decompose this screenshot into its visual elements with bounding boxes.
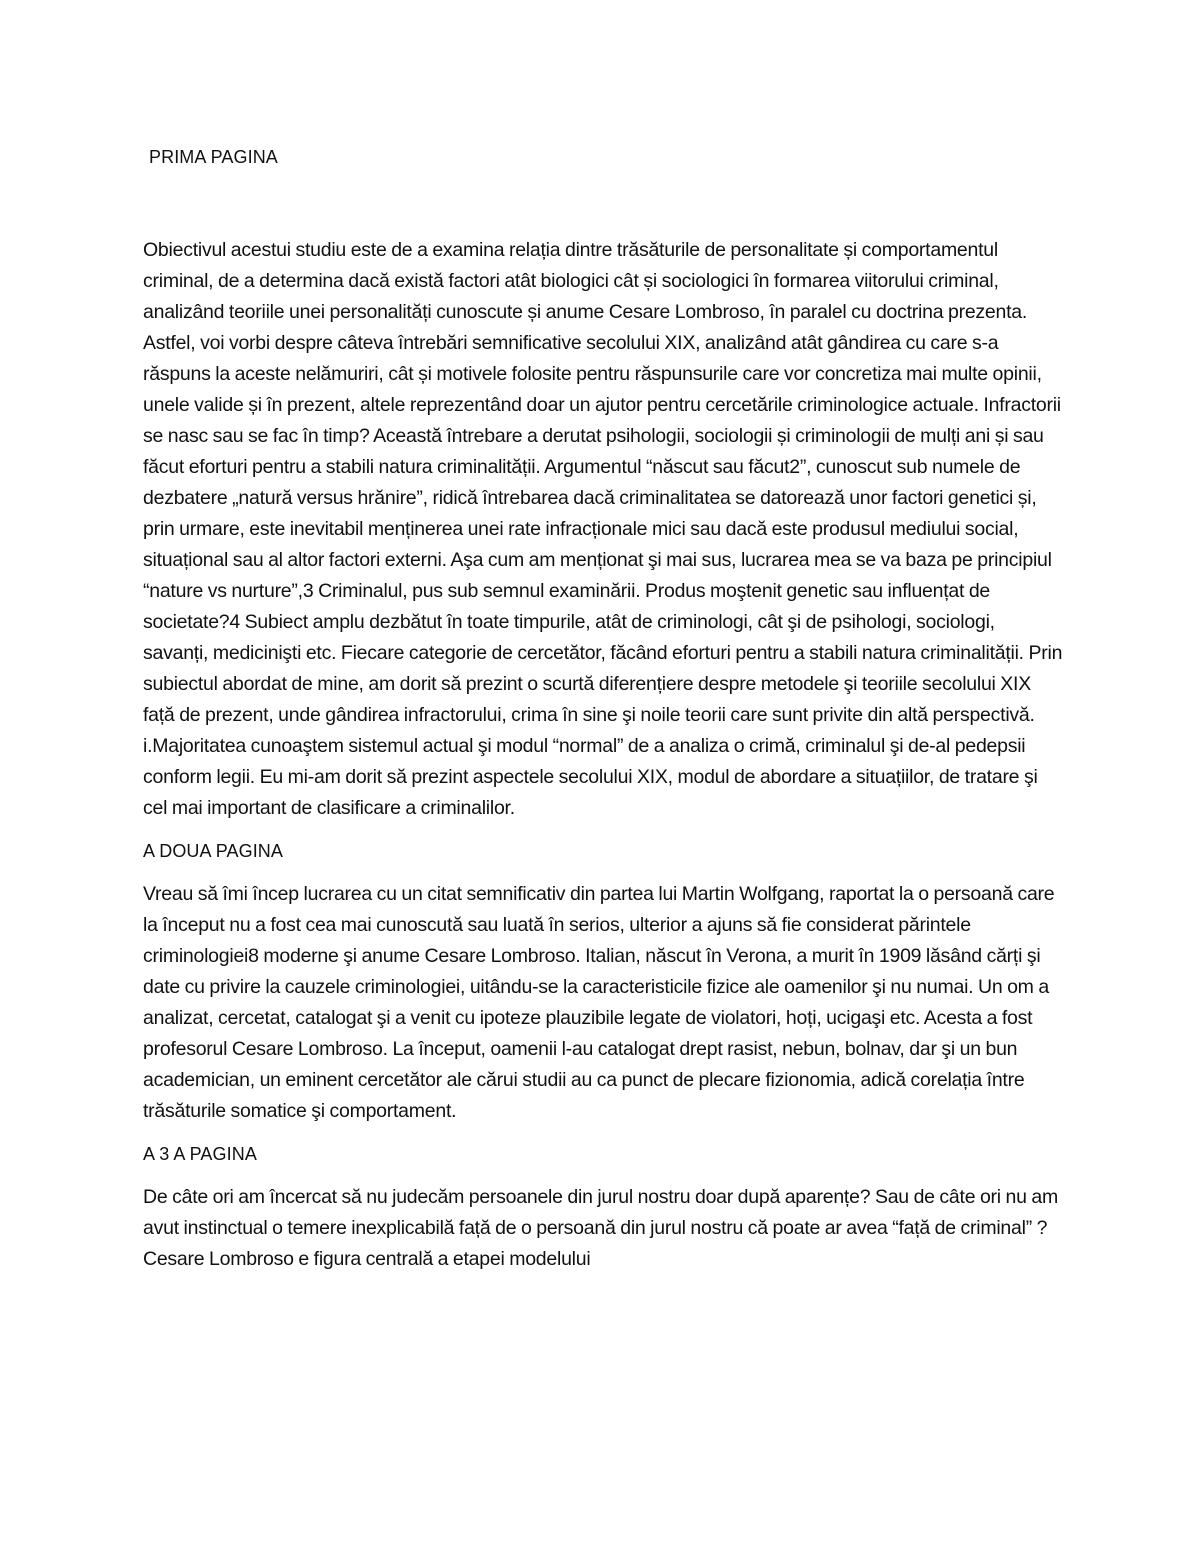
section-paragraph-1: Obiectivul acestui studiu este de a examina relația dintre trăsăturile de personalitate și comportamentul criminal, de a determina dacă există factori atât biologici cât și sociologici în formarea viitorului criminal, analizând teoriile unei personalități cunoscute și anume Cesare Lombroso, în paralel cu doctrina prezenta. Astfel, voi vorbi despre câteva întrebări semnificative secolului XIX, analizând atât gândirea cu care s-a răspuns la aceste nelămuriri, cât și motivele folosite pentru răspunsurile care vor concretiza mai multe opinii, unele valide și în prezent, altele reprezentând doar un ajutor pentru cercetările criminologice actuale. Infractorii se nasc sau se fac în timp? Această întrebare a derutat psihologii, sociologii și criminologii de mulți ani și sau făcut eforturi pentru a stabili natura criminalității. Argumentul “născut sau făcut2”, cunoscut sub numele de dezbatere „natură versus hrănire”, ridică întrebarea dacă criminalitatea se datorează unor factori genetici și, prin urmare, este inevitabil menținerea unei rate infracționale mici sau dacă este produsul mediului social, situațional sau al altor factori externi. Aşa cum am menționat şi mai sus, lucrarea mea se va baza pe principiul “nature vs nurture”,3 Criminalul, pus sub semnul examinării. Produs moştenit genetic sau influențat de societate?4 Subiect amplu dezbătut în toate timpurile, atât de criminologi, cât şi de psihologi, sociologi, savanți, medicinişti etc. Fiecare categorie de cercetător, făcând eforturi pentru a stabili natura criminalității. Prin subiectul abordat de mine, am dorit să prezint o scurtă diferențiere despre metodele şi teoriile secolului XIX față de prezent, unde gândirea infractorului, crima în sine şi noile teorii care sunt privite din altă perspectivă. i.Majoritatea cunoaştem sistemul actual şi modul “normal” de a analiza o crimă, criminalul şi de-al pedepsii conform legii. Eu mi-am dorit să prezint aspectele secolului XIX, modul de abordare a situațiilor, de tratare şi cel mai important de clasificare a criminalilor. bbox=[143, 239, 1063, 819]
section-heading-2: A DOUA PAGINA bbox=[143, 841, 284, 861]
section-paragraph-2: Vreau să îmi încep lucrarea cu un citat semnificativ din partea lui Martin Wolfgang, raportat la o persoană care la început nu a fost cea mai cunoscută sau luată în serios, ulterior a ajuns să fie considerat părintele criminologiei8 moderne şi anume Cesare Lombroso. Italian, născut în Verona, a murit în 1909 lăsând cărți şi date cu privire la cauzele criminologiei, uitându-se la caracteristicile fizice ale oamenilor şi nu numai. Un om a analizat, cercetat, catalogat şi a venit cu ipoteze plauzibile legate de violatori, hoți, ucigaşi etc. Acesta a fost profesorul Cesare Lombroso. La început, oamenii l-au catalogat drept rasist, nebun, bolnav, dar şi un bun academician, un eminent cercetător ale cărui studii au ca punct de plecare fizionomia, adică corelația între trăsăturile somatice şi comportament. bbox=[143, 883, 1055, 1122]
section-paragraph-3: De câte ori am încercat să nu judecăm persoanele din jurul nostru doar după aparențe? Sau de câte ori nu am avut instinctual o temere inexplicabilă față de o persoană din jurul nostru că poate ar avea “față de criminal” ? Cesare Lombroso e figura centrală a etapei modelului bbox=[143, 1186, 1058, 1270]
document-body bbox=[143, 142, 1063, 1275]
section-heading-3: A 3 A PAGINA bbox=[143, 1144, 257, 1164]
section-heading-1: PRIMA PAGINA bbox=[149, 147, 278, 167]
